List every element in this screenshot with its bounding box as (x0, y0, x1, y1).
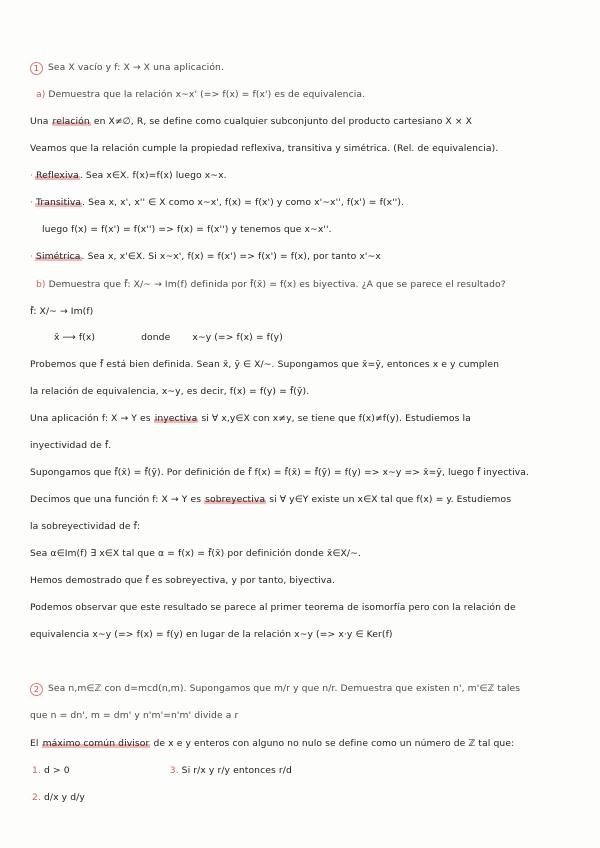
exercise-2-statement: 2 Sea n,m∈ℤ con d=mcd(n,m). Supongamos que m/r y que n/r. Demuestra que existen n', m'∈ℤ tales (30, 683, 586, 696)
mcd-definition: El máximo común divisor de x e y enteros con alguno no nulo se define como un número de ℤ tal que: (30, 738, 515, 749)
highlight-sobreyectiva: sobreyectiva (205, 494, 266, 505)
injective-proof: Supongamos que f̄(x̄) = f̄(ȳ). Por definición de f̄ f(x) = f̄(x̄) = f̄(ȳ) = f(y) => x~y => x̄=ȳ, luego f̄ inyectiva. (30, 467, 530, 478)
highlight-inyectiva: inyectiva (154, 413, 198, 424)
highlight-simetrica: Simétrica (36, 251, 81, 262)
exercise-number-badge: 1 (30, 62, 43, 75)
exercise-number-badge: 2 (30, 683, 43, 696)
reflexive-property: · Reflexiva. Sea x∈X. f(x)=f(x) luego x~x. (30, 170, 227, 181)
surjective-definition: Decimos que una función f: X → Y es sobreyectiva si ∀ y∈Y existe un x∈X tal que f(x) = y. Estudiemos (30, 494, 512, 505)
mcd-conditions-row-1: 1. d > 0 3. Si r/x y r/y entonces r/d (32, 765, 292, 776)
exercise-1-statement: 1 Sea X vacío y f: X → X una aplicación. (30, 62, 586, 75)
transitive-property: · Transitiva. Sea x, x', x'' ∈ X como x~x', f(x) = f(x') y como x'~x'', f(x') = f(x''). (30, 197, 405, 208)
part-b-statement: b) Demuestra que f̄: X/~ → Im(f) definida por f̄(x̄) = f(x) es biyectiva. ¿A que se parece el resultado? (36, 279, 506, 290)
injective-definition: Una aplicación f: X → Y es inyectiva si ∀ x,y∈X con x≠y, se tiene que f(x)≠f(y). Estudiemos la (30, 413, 471, 424)
highlight-mcd: máximo común divisor (42, 738, 150, 749)
verify-properties: Veamos que la relación cumple la propiedad reflexiva, transitiva y simétrica. (Rel. de equivalencia). (30, 143, 499, 154)
conclusion: Hemos demostrado que f̄ es sobreyectiva, y por tanto, biyectiva. (30, 575, 336, 586)
highlight-reflexiva: Reflexiva (36, 170, 79, 181)
injective-line-2: inyectividad de f̄. (30, 440, 112, 451)
surjective-proof: Sea α∈Im(f) ∃ x∈X tal que α = f(x) = f̄(x̄) por definición donde x̄∈X/~. (30, 548, 361, 559)
exercise-2-statement-2: que n = dn', m = dm' y n'm'=n'm' divide a r (30, 710, 239, 721)
mcd-conditions-row-2: 2. d/x y d/y (32, 792, 85, 803)
map-rule: x̄ ⟶ f(x) donde x~y (=> f(x) = f(y) (54, 332, 283, 343)
well-defined-2: la relación de equivalencia, x~y, es decir, f(x) = f(y) = f̄(ȳ). (30, 386, 310, 397)
observation-1: Podemos observar que este resultado se parece al primer teorema de isomorfía pero con la relación de (30, 602, 516, 613)
part-a-statement: a) Demuestra que la relación x~x' (=> f(x) = f(x') es de equivalencia. (36, 89, 366, 100)
highlight-transitiva: Transitiva (36, 197, 82, 208)
symmetric-property: · Simétrica. Sea x, x'∈X. Si x~x', f(x) = f(x') => f(x') = f(x), por tanto x'~x (30, 251, 381, 262)
map-definition: f̄: X/~ → Im(f) (30, 306, 94, 317)
well-defined-1: Probemos que f̄ está bien definida. Sean x̄, ȳ ∈ X/~. Supongamos que x̄=ȳ, entonces x e y cumplen (30, 359, 500, 370)
surjective-line-2: la sobreyectividad de f̄: (30, 521, 141, 532)
relation-definition: Una relación en X≠∅, R, se define como cualquier subconjunto del producto cartesiano X × X (30, 116, 473, 127)
observation-2: equivalencia x~y (=> f(x) = f(y) en lugar de la relación x~y (=> x·y ∈ Ker(f) (30, 629, 393, 640)
highlight-relacion: relación (52, 116, 90, 127)
transitive-continued: luego f(x) = f(x') = f(x'') => f(x) = f(x'') y tenemos que x~x''. (42, 224, 332, 235)
